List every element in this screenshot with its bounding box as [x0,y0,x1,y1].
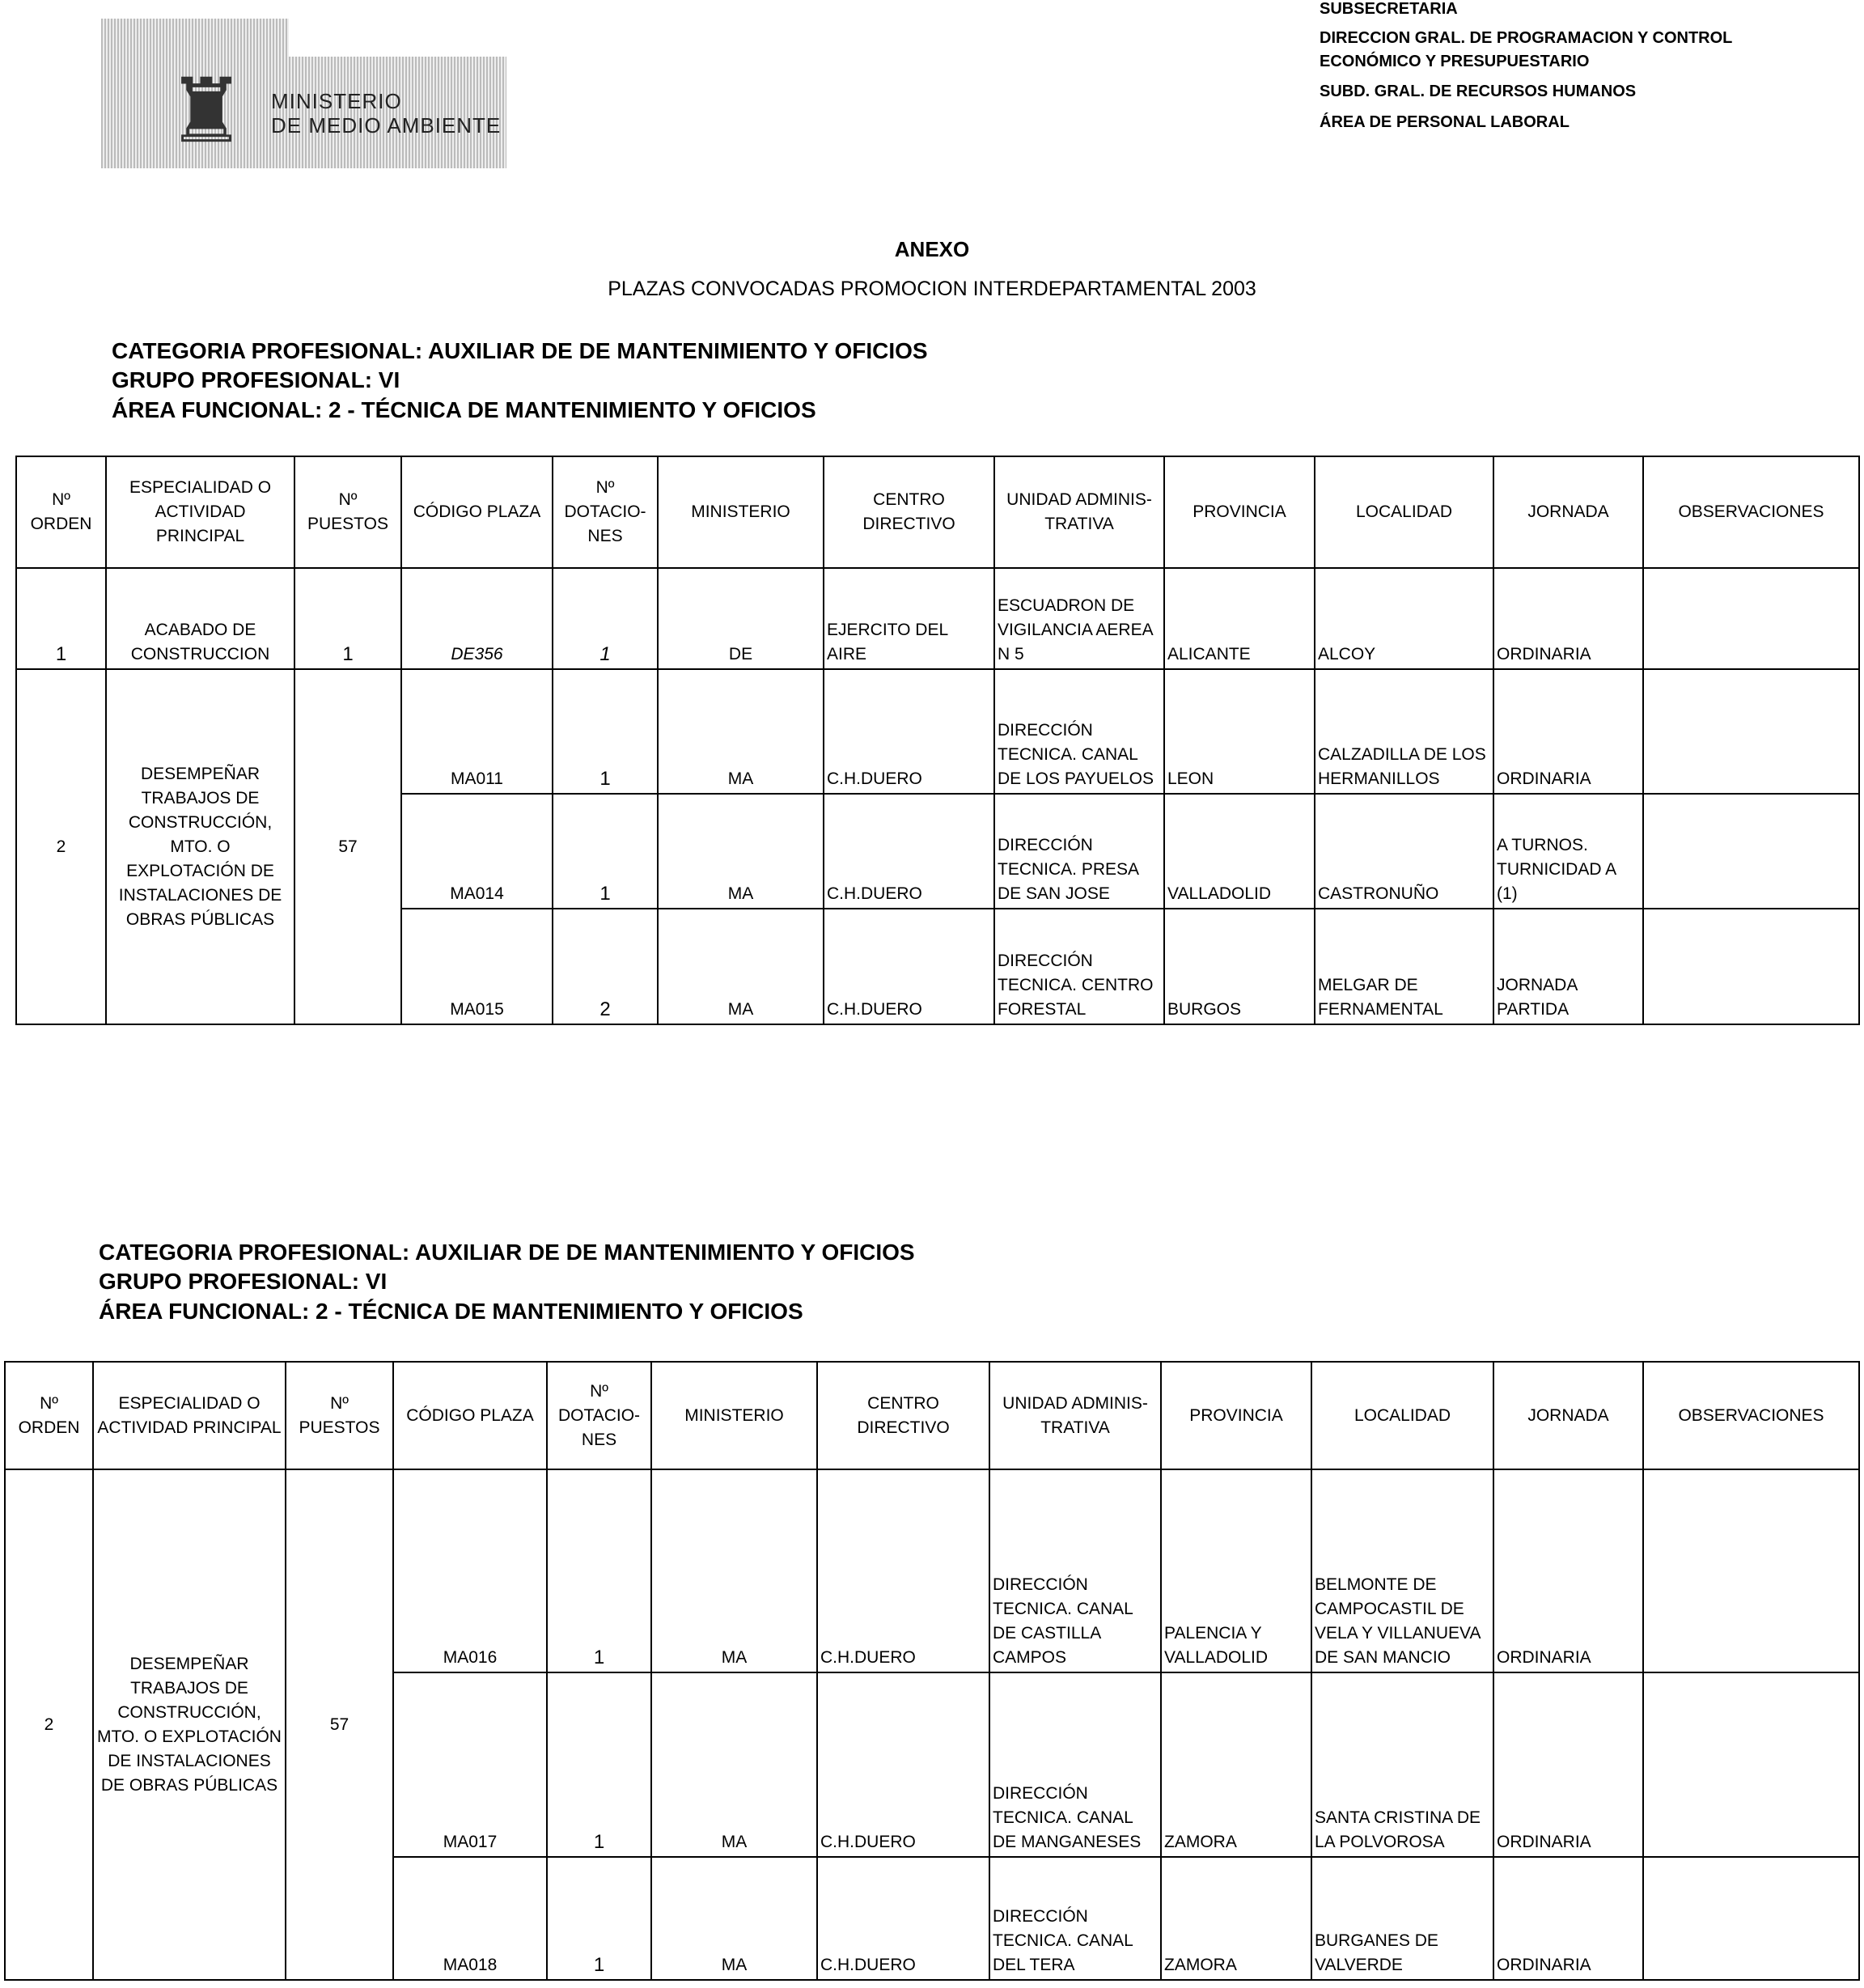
table-row [16,568,1859,669]
column-header: Nº ORDEN [5,1362,93,1469]
logo-text [271,89,501,138]
unidad-cell: DIRECCIÓN TECNICA. PRESA DE SAN JOSE [994,794,1164,909]
column-header: ESPECIALIDAD O ACTIVIDAD PRINCIPAL [93,1362,286,1469]
localidad-cell: CALZADILLA DE LOS HERMANILLOS [1315,669,1493,794]
localidad-cell: BURGANES DE VALVERDE [1311,1857,1493,1980]
plazas-table-2 [4,1361,1860,1981]
coat-of-arms-icon: ♜ [166,61,247,161]
centro-cell: C.H.DUERO [817,1672,989,1857]
observaciones-cell [1643,794,1859,909]
puestos-cell: 57 [286,1469,393,1980]
table-header-row [5,1362,1859,1469]
jornada-cell: A TURNOS. TURNICIDAD A (1) [1493,794,1643,909]
observaciones-cell [1643,1672,1859,1857]
centro-cell: C.H.DUERO [817,1857,989,1980]
dotaciones-cell: 2 [553,909,658,1024]
jornada-cell: JORNADA PARTIDA [1493,909,1643,1024]
logo-line-1: MINISTERIO [271,89,402,113]
localidad-cell: BELMONTE DE CAMPOCASTIL DE VELA Y VILLANUEVA DE SAN MANCIO [1311,1469,1493,1672]
unidad-cell: DIRECCIÓN TECNICA. CANAL DE LOS PAYUELOS [994,669,1164,794]
column-header: CENTRO DIRECTIVO [817,1362,989,1469]
ministerio-cell: MA [658,669,824,794]
localidad-cell: CASTRONUÑO [1315,794,1493,909]
table-row [16,669,1859,794]
unidad-cell: ESCUADRON DE VIGILANCIA AEREA N 5 [994,568,1164,669]
ministerio-cell: MA [658,909,824,1024]
column-header: Nº ORDEN [16,456,106,568]
dotaciones-cell: 1 [547,1469,651,1672]
jornada-cell: ORDINARIA [1493,1857,1643,1980]
column-header: ESPECIALIDAD O ACTIVIDAD PRINCIPAL [106,456,294,568]
column-header: CÓDIGO PLAZA [393,1362,547,1469]
observaciones-cell [1643,669,1859,794]
column-header: LOCALIDAD [1311,1362,1493,1469]
unidad-cell: DIRECCIÓN TECNICA. CANAL DE CASTILLA CAMPOS [989,1469,1161,1672]
column-header: Nº PUESTOS [286,1362,393,1469]
column-header: JORNADA [1493,456,1643,568]
column-header: OBSERVACIONES [1643,456,1859,568]
ministerio-cell: MA [651,1469,817,1672]
header-direccion: DIRECCION GRAL. DE PROGRAMACION Y CONTROL [1320,29,1733,47]
centro-cell: C.H.DUERO [824,909,994,1024]
ministerio-cell: MA [651,1672,817,1857]
table-header-row [16,456,1859,568]
localidad-cell: ALCOY [1315,568,1493,669]
column-header: CENTRO DIRECTIVO [824,456,994,568]
provincia-cell: ALICANTE [1164,568,1315,669]
orden-cell: 2 [5,1469,93,1980]
puestos-cell: 57 [294,669,401,1024]
codigo-cell: MA015 [401,909,553,1024]
column-header: UNIDAD ADMINIS-TRATIVA [989,1362,1161,1469]
puestos-cell: 1 [294,568,401,669]
dotaciones-cell: 1 [547,1857,651,1980]
localidad-cell: SANTA CRISTINA DE LA POLVOROSA [1311,1672,1493,1857]
logo-background [101,19,289,59]
codigo-cell: DE356 [401,568,553,669]
centro-cell: EJERCITO DEL AIRE [824,568,994,669]
column-header: Nº DOTACIO-NES [547,1362,651,1469]
especialidad-cell: DESEMPEÑAR TRABAJOS DE CONSTRUCCIÓN, MTO. O EXPLOTACIÓN DE INSTALACIONES DE OBRAS PÚBLICAS [93,1469,286,1980]
plazas-table-1 [15,456,1860,1025]
jornada-cell: ORDINARIA [1493,1672,1643,1857]
column-header: LOCALIDAD [1315,456,1493,568]
unidad-cell: DIRECCIÓN TECNICA. CANAL DEL TERA [989,1857,1161,1980]
codigo-cell: MA018 [393,1857,547,1980]
jornada-cell: ORDINARIA [1493,568,1643,669]
localidad-cell: MELGAR DE FERNAMENTAL [1315,909,1493,1024]
header-subsecretaria: SUBSECRETARIA [1320,0,1458,18]
centro-cell: C.H.DUERO [817,1469,989,1672]
column-header: UNIDAD ADMINIS-TRATIVA [994,456,1164,568]
centro-cell: C.H.DUERO [824,794,994,909]
column-header: JORNADA [1493,1362,1643,1469]
logo-line-2: DE MEDIO AMBIENTE [271,113,502,138]
header-area: ÁREA DE PERSONAL LABORAL [1320,113,1570,131]
provincia-cell: VALLADOLID [1164,794,1315,909]
area-2: ÁREA FUNCIONAL: 2 - TÉCNICA DE MANTENIMIENTO Y OFICIOS [99,1299,803,1324]
orden-cell: 2 [16,669,106,1024]
column-header: MINISTERIO [651,1362,817,1469]
column-header: CÓDIGO PLAZA [401,456,553,568]
dotaciones-cell: 1 [553,794,658,909]
jornada-cell: ORDINARIA [1493,1469,1643,1672]
column-header: PROVINCIA [1164,456,1315,568]
provincia-cell: PALENCIA Y VALLADOLID [1161,1469,1311,1672]
column-header: PROVINCIA [1161,1362,1311,1469]
especialidad-cell: DESEMPEÑAR TRABAJOS DE CONSTRUCCIÓN, MTO. O EXPLOTACIÓN DE INSTALACIONES DE OBRAS PÚBLICAS [106,669,294,1024]
observaciones-cell [1643,909,1859,1024]
codigo-cell: MA016 [393,1469,547,1672]
categoria-1: CATEGORIA PROFESIONAL: AUXILIAR DE DE MANTENIMIENTO Y OFICIOS [112,338,928,363]
centro-cell: C.H.DUERO [824,669,994,794]
grupo-2: GRUPO PROFESIONAL: VI [99,1269,388,1294]
column-header: Nº PUESTOS [294,456,401,568]
provincia-cell: ZAMORA [1161,1857,1311,1980]
column-header: MINISTERIO [658,456,824,568]
codigo-cell: MA011 [401,669,553,794]
area-1: ÁREA FUNCIONAL: 2 - TÉCNICA DE MANTENIMIENTO Y OFICIOS [112,397,816,422]
categoria-2: CATEGORIA PROFESIONAL: AUXILIAR DE DE MANTENIMIENTO Y OFICIOS [99,1240,915,1265]
especialidad-cell: ACABADO DE CONSTRUCCION [106,568,294,669]
document-subtitle: PLAZAS CONVOCADAS PROMOCION INTERDEPARTAMENTAL 2003 [608,278,1256,300]
ministerio-cell: MA [651,1857,817,1980]
header-direccion-cont: ECONÓMICO Y PRESUPUESTARIO [1320,53,1590,70]
codigo-cell: MA017 [393,1672,547,1857]
codigo-cell: MA014 [401,794,553,909]
provincia-cell: LEON [1164,669,1315,794]
observaciones-cell [1643,1857,1859,1980]
table-row [5,1469,1859,1672]
header-subdireccion: SUBD. GRAL. DE RECURSOS HUMANOS [1320,83,1637,100]
observaciones-cell [1643,568,1859,669]
document-title: ANEXO [894,237,970,261]
dotaciones-cell: 1 [553,669,658,794]
unidad-cell: DIRECCIÓN TECNICA. CANAL DE MANGANESES [989,1672,1161,1857]
column-header: OBSERVACIONES [1643,1362,1859,1469]
orden-cell: 1 [16,568,106,669]
unidad-cell: DIRECCIÓN TECNICA. CENTRO FORESTAL [994,909,1164,1024]
observaciones-cell [1643,1469,1859,1672]
dotaciones-cell: 1 [547,1672,651,1857]
provincia-cell: ZAMORA [1161,1672,1311,1857]
ministerio-cell: DE [658,568,824,669]
column-header: Nº DOTACIO-NES [553,456,658,568]
dotaciones-cell: 1 [553,568,658,669]
ministerio-cell: MA [658,794,824,909]
jornada-cell: ORDINARIA [1493,669,1643,794]
provincia-cell: BURGOS [1164,909,1315,1024]
grupo-1: GRUPO PROFESIONAL: VI [112,367,400,392]
